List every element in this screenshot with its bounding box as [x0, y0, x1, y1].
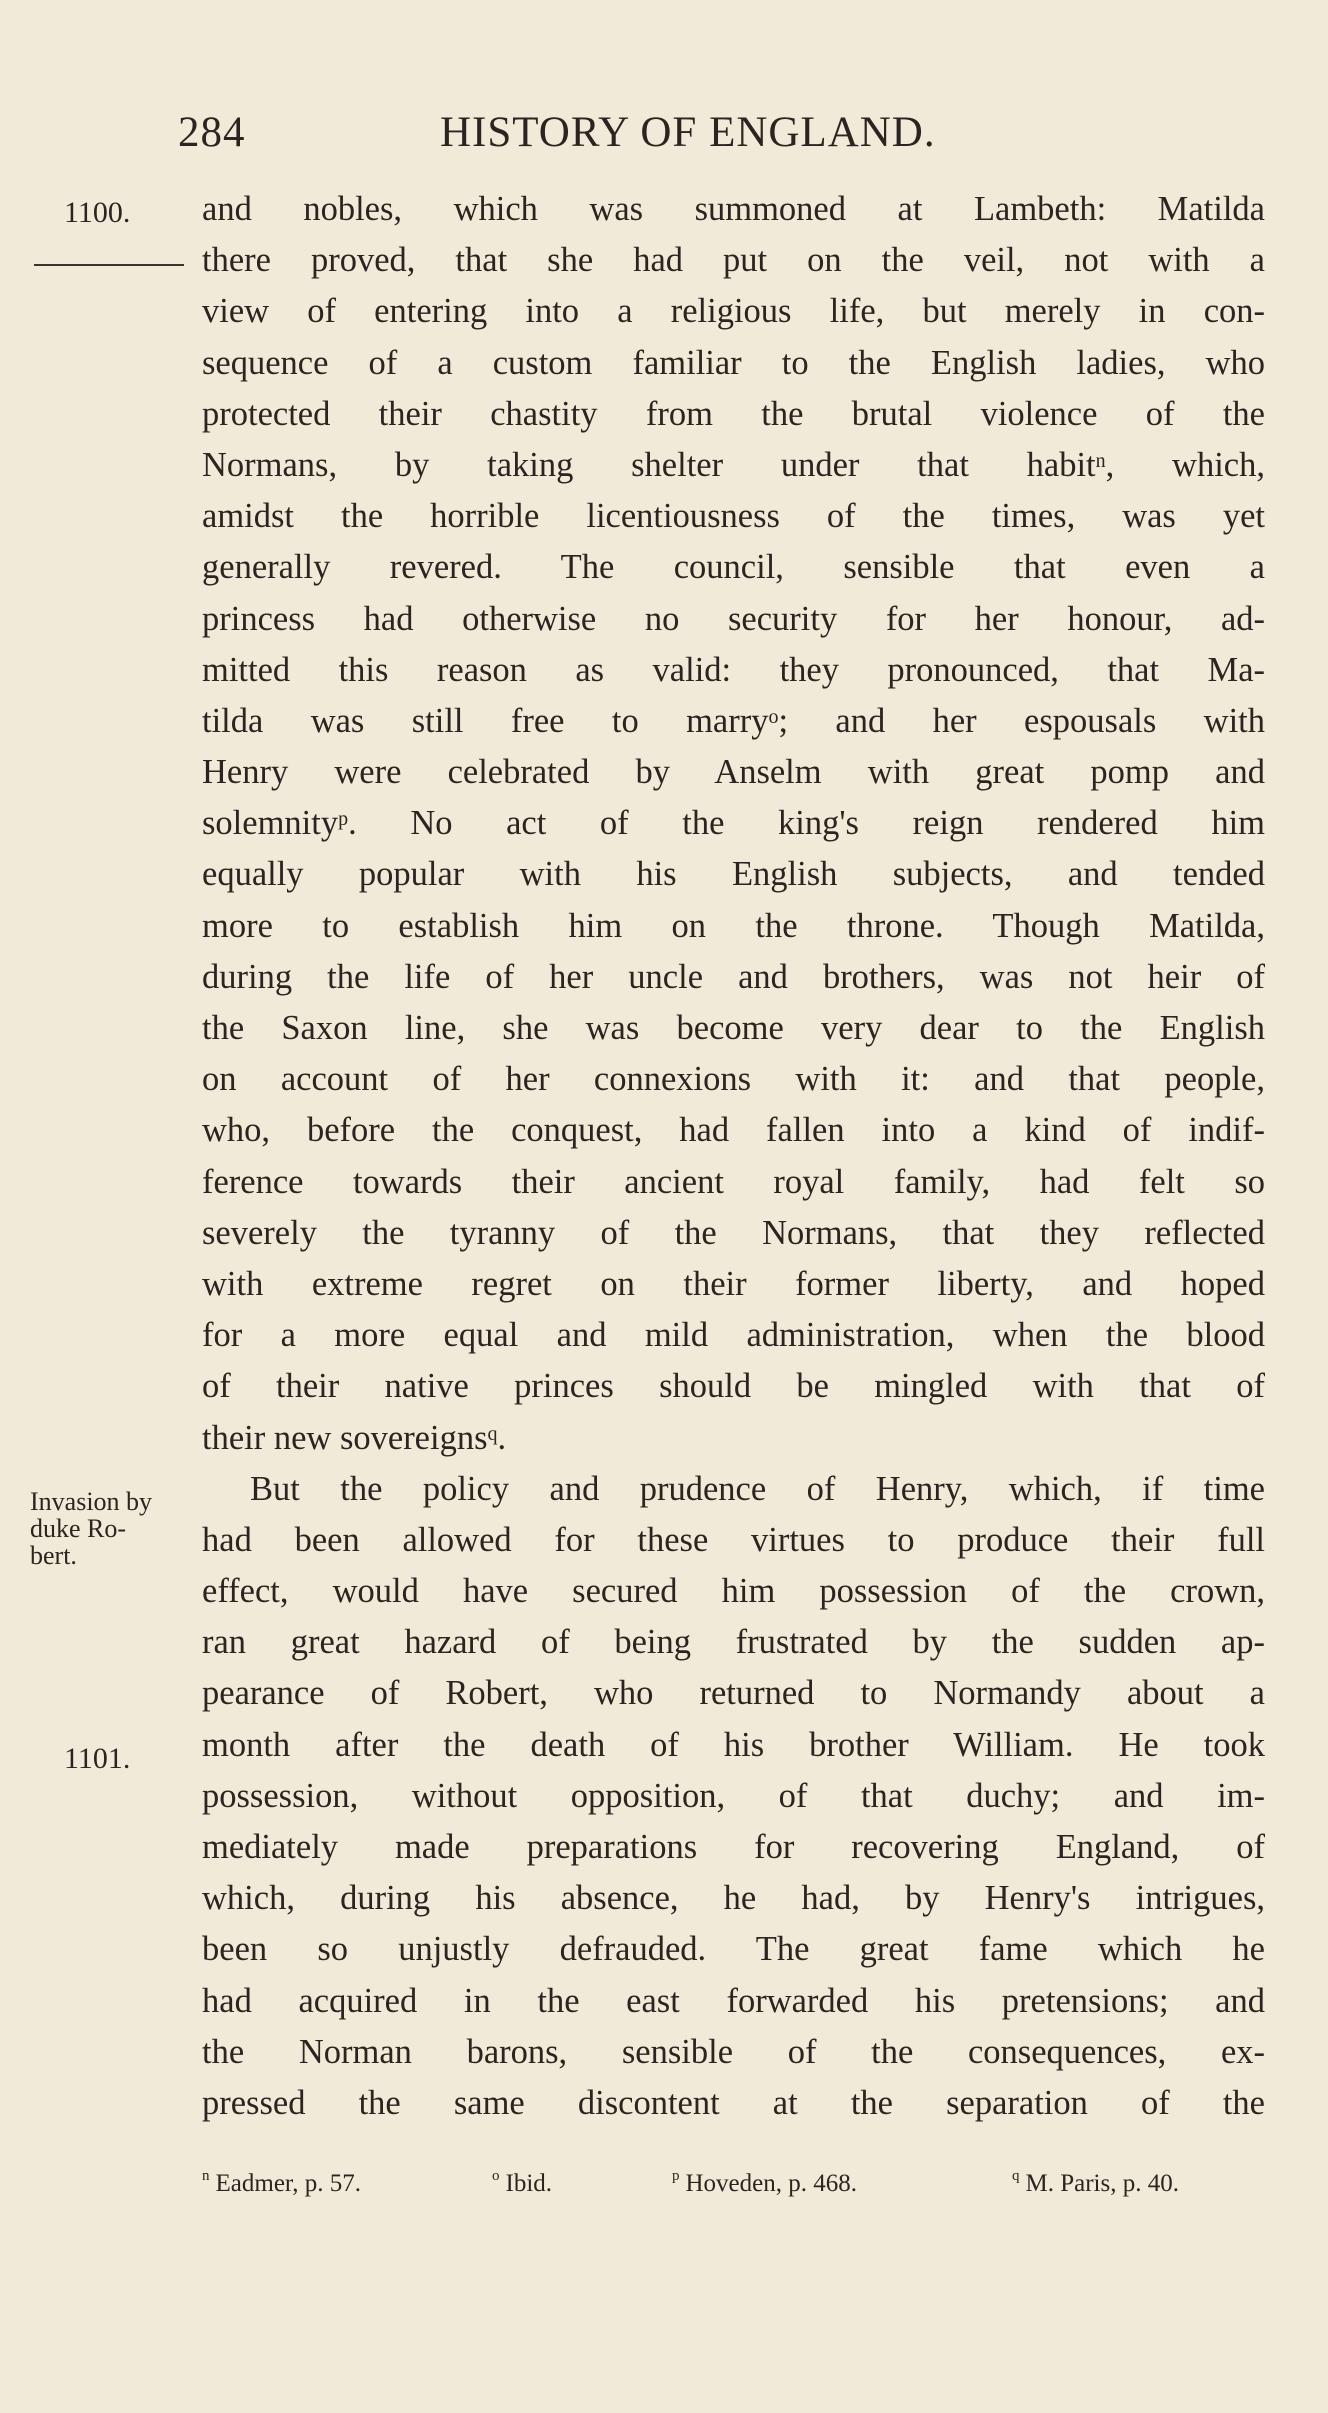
side-note [30, 1488, 190, 1569]
margin-year-1101: 1101. [64, 1742, 131, 1775]
footnote-mark: p [672, 2168, 680, 2184]
text-line: on account of her connexions with it: and that people, [202, 1060, 1265, 1099]
text-line: been so unjustly defrauded. The great fame which he [202, 1930, 1265, 1969]
text-line [202, 696, 1265, 747]
text-line: pearance of Robert, who returned to Normandy about a [202, 1674, 1265, 1713]
footnote [202, 2170, 361, 2198]
body-text [202, 184, 1265, 2129]
text-run: ; and her espousals with [778, 701, 1265, 740]
text-line: there proved, that she had put on the veil, not with a [202, 241, 1265, 280]
footnote-ref: o [768, 705, 779, 728]
text-line: and nobles, which was summoned at Lambeth: Matilda [202, 190, 1265, 228]
text-line: had acquired in the east forwarded his pretensions; and [202, 1981, 1265, 2020]
text-line: possession, without opposition, of that duchy; and im- [202, 1776, 1265, 1815]
text-line: ference towards their ancient royal family, had felt so [202, 1162, 1265, 1201]
text-line: for a more equal and mild administration, when the blood [202, 1316, 1265, 1355]
footnote-ref: p [338, 808, 349, 831]
text-line: But the policy and prudence of Henry, which, if time [250, 1469, 1265, 1508]
text-line: more to establish him on the throne. Though Matilda, [202, 906, 1265, 945]
text-line [202, 798, 1265, 849]
text-line: effect, would have secured him possession of the crown, [202, 1572, 1265, 1611]
footnote-text: Hoveden, p. 468. [685, 2170, 857, 2197]
footnote [1012, 2170, 1179, 2198]
text-line: view of entering into a religious life, but merely in con- [202, 292, 1265, 331]
running-title: HISTORY OF ENGLAND. [440, 109, 936, 156]
footnote-mark: q [1012, 2168, 1020, 2184]
footnote-text: Ibid. [505, 2170, 553, 2197]
text-line: sequence of a custom familiar to the English ladies, who [202, 343, 1265, 382]
text-line: the Saxon line, she was become very dear to the English [202, 1009, 1265, 1047]
text-line: which, during his absence, he had, by Henry's intrigues, [202, 1879, 1265, 1918]
text-run: . [497, 1418, 507, 1457]
side-note-line: bert. [30, 1541, 77, 1570]
text-line [202, 440, 1265, 491]
footnote-text: Eadmer, p. 57. [215, 2170, 361, 2197]
footnote-mark: o [492, 2168, 500, 2184]
text-line: who, before the conquest, had fallen into a kind of indif- [202, 1111, 1265, 1150]
text-line: with extreme regret on their former liberty, and hoped [202, 1264, 1265, 1303]
text-line: mitted this reason as valid: they pronounced, that Ma- [202, 650, 1265, 689]
text-run: their new sovereigns [202, 1418, 488, 1457]
text-run: . No act of the king's reign rendered him [348, 804, 1265, 843]
text-run: solemnity [202, 804, 339, 843]
text-run: tilda was still free to marry [202, 701, 769, 740]
footnote-ref: q [487, 1422, 498, 1445]
text-line: month after the death of his brother William. He took [202, 1725, 1265, 1764]
footnote-mark: n [202, 2168, 210, 2184]
text-line: generally revered. The council, sensible that even a [202, 548, 1265, 587]
text-line: severely the tyranny of the Normans, that they reflected [202, 1213, 1265, 1252]
footnotes [202, 2170, 1272, 2206]
page-number: 284 [178, 109, 246, 156]
text-line: princess had otherwise no security for her honour, ad- [202, 599, 1265, 638]
text-line [202, 1413, 1265, 1464]
text-line: protected their chastity from the brutal violence of the [202, 394, 1265, 433]
text-line: Henry were celebrated by Anselm with great pomp and [202, 753, 1265, 792]
running-header [178, 108, 1098, 168]
side-note-line: duke Ro- [30, 1514, 127, 1543]
text-line: the Norman barons, sensible of the consequences, ex- [202, 2032, 1265, 2071]
text-line: amidst the horrible licentiousness of the times, was yet [202, 497, 1265, 536]
text-line: during the life of her uncle and brothers, was not heir of [202, 957, 1265, 996]
text-run: Normans, by taking shelter under that habit [202, 445, 1096, 484]
footnote-text: M. Paris, p. 40. [1025, 2170, 1179, 2197]
text-line: ran great hazard of being frustrated by the sudden ap- [202, 1623, 1265, 1662]
margin-rule [34, 264, 184, 266]
footnote [492, 2170, 552, 2198]
text-line: pressed the same discontent at the separation of the [202, 2083, 1265, 2122]
footnote-ref: n [1095, 449, 1106, 472]
footnote [672, 2170, 857, 2198]
text-run: , which, [1105, 445, 1265, 484]
text-line: of their native princes should be mingled with that of [202, 1367, 1265, 1406]
margin-year-1100: 1100. [64, 196, 131, 229]
text-line: mediately made preparations for recovering England, of [202, 1828, 1265, 1866]
side-note-line: Invasion by [30, 1487, 153, 1516]
text-line: had been allowed for these virtues to produce their full [202, 1520, 1265, 1559]
text-line: equally popular with his English subjects, and tended [202, 855, 1265, 894]
